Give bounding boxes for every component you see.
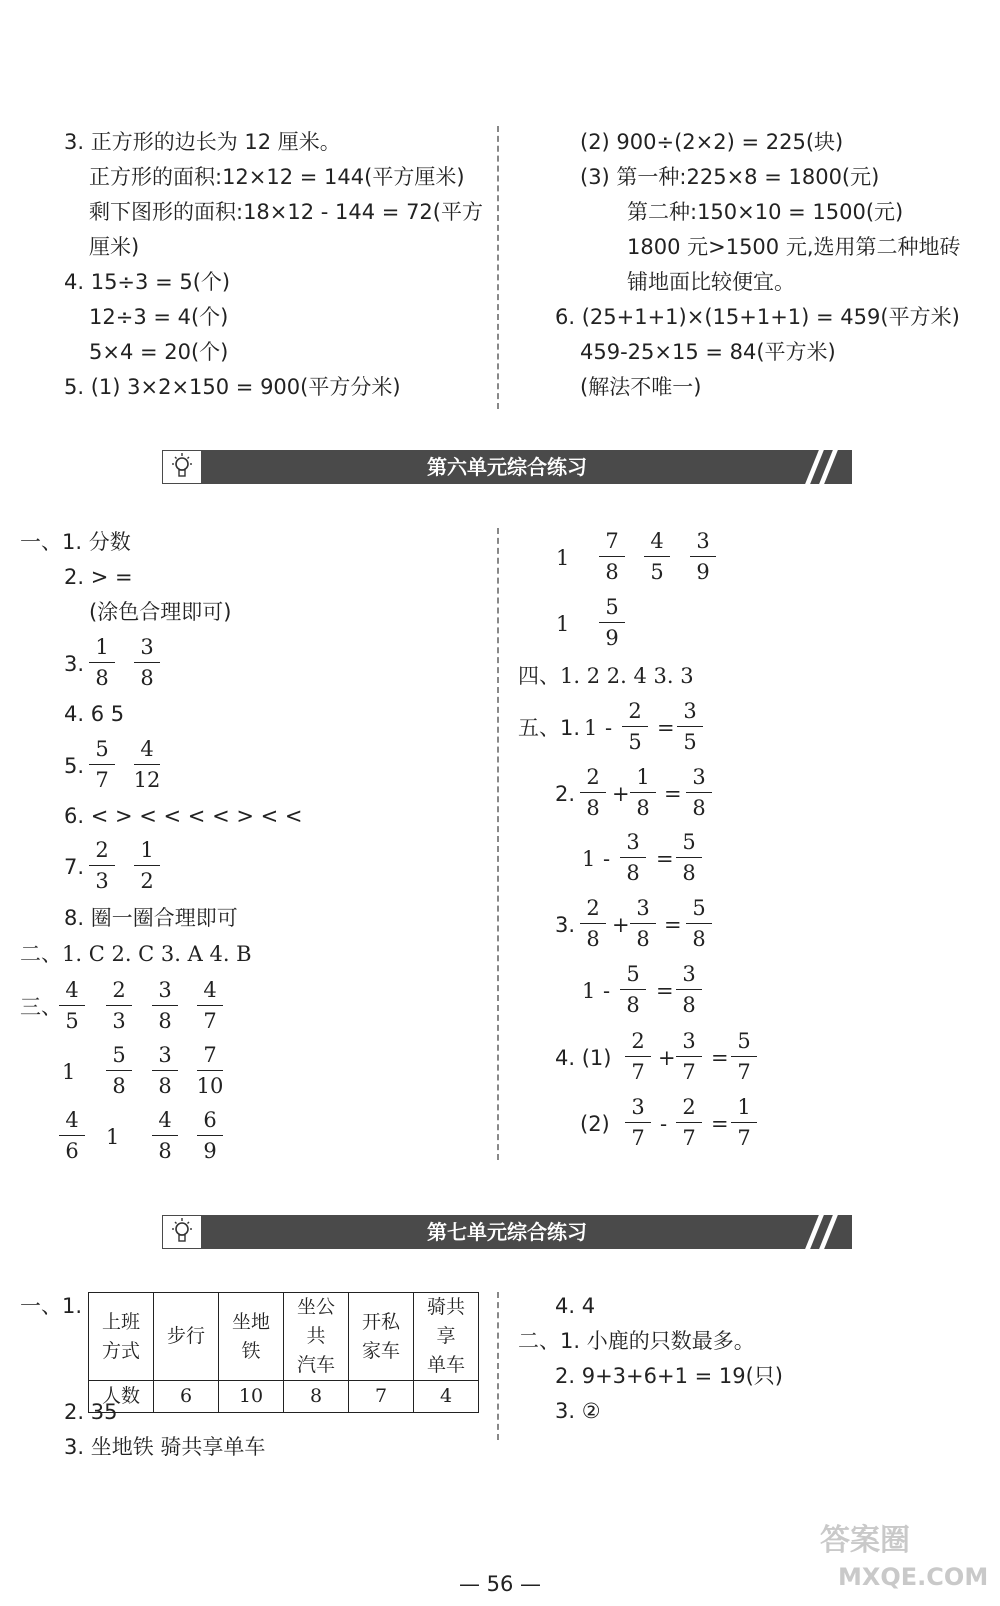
whole-one: 1: [106, 1125, 120, 1149]
fraction: 3 8: [132, 634, 162, 691]
u6-item-1-7: 7.: [64, 855, 85, 879]
u6-5-3: 3.: [555, 913, 576, 937]
fraction: 4 8: [150, 1107, 180, 1164]
table-cell: 7: [349, 1381, 414, 1413]
table-cell: 8: [284, 1381, 349, 1413]
lightbulb-icon: [162, 450, 202, 484]
watermark-url: MXQE.COM: [838, 1563, 989, 1591]
equals-sign: =: [664, 782, 682, 806]
plus-sign: +: [612, 782, 630, 806]
u7-section-2-3: 3. ②: [555, 1399, 601, 1423]
table-row-label: 人数: [89, 1381, 154, 1413]
top-left-line-6: 12÷3 = 4(个): [89, 305, 229, 329]
table-cell: 4: [414, 1381, 479, 1413]
top-left-line-8: 5. (1) 3×2×150 = 900(平方分米): [64, 375, 401, 399]
fraction: 5 9: [597, 594, 627, 651]
fraction: 2 8: [578, 764, 608, 821]
fraction: 3 7: [674, 1028, 704, 1085]
whole-one: 1: [556, 546, 570, 570]
fraction: 2 3: [104, 977, 134, 1034]
table-header-cell: 骑共享 单车: [414, 1293, 479, 1381]
u7-section-2-2: 2. 9+3+6+1 = 19(只): [555, 1364, 783, 1388]
fraction: 2 7: [623, 1028, 653, 1085]
fraction: 3 8: [674, 961, 704, 1018]
whole-one: 1: [582, 847, 596, 871]
plus-sign: +: [658, 1046, 676, 1070]
whole-one: 1: [62, 1060, 76, 1084]
fraction: 5 7: [87, 736, 117, 793]
commute-table: [88, 1292, 479, 1413]
fraction: 4 5: [57, 977, 87, 1034]
top-left-line-7: 5×4 = 20(个): [89, 340, 229, 364]
fraction: 1 8: [87, 634, 117, 691]
minus-sign: -: [603, 847, 611, 871]
u7-item-1-4: 4. 4: [555, 1294, 596, 1318]
column-divider: [497, 1292, 499, 1440]
u6-5-4-1: 4. (1): [555, 1046, 612, 1070]
u6-item-1-1: 一、1. 分数: [20, 530, 131, 554]
table-header-cell: 开私 家车: [349, 1293, 414, 1381]
top-right-line-5: 铺地面比较便宜。: [627, 270, 795, 294]
top-left-line-2: 正方形的面积:12×12 = 144(平方厘米): [89, 165, 465, 189]
equals-sign: =: [664, 913, 682, 937]
page-number: — 56 —: [458, 1572, 542, 1596]
column-divider: [497, 126, 499, 409]
u7-section-2-1: 二、1. 小鹿的只数最多。: [518, 1329, 755, 1353]
top-right-line-8: (解法不唯一): [580, 375, 702, 399]
fraction: 2 8: [578, 895, 608, 952]
table-header-cell: 坐公共 汽车: [284, 1293, 349, 1381]
u6-section-5: 五、1.: [518, 716, 581, 740]
u6-5-4-2: (2): [580, 1112, 610, 1136]
table-cell: 10: [219, 1381, 284, 1413]
u7-item-1-1: 一、1.: [20, 1294, 83, 1318]
table-cell: 6: [154, 1381, 219, 1413]
u6-item-1-2-note: (涂色合理即可): [89, 600, 232, 624]
top-right-line-3: 第二种:150×10 = 1500(元): [627, 200, 904, 224]
watermark-logo: 答案圈: [820, 1523, 910, 1558]
fraction: 1 2: [132, 837, 162, 894]
u6-section-2: 二、1. C 2. C 3. A 4. B: [20, 942, 252, 966]
u7-item-1-3: 3. 坐地铁 骑共享单车: [64, 1435, 266, 1459]
fraction: 3 8: [684, 764, 714, 821]
minus-sign: -: [605, 716, 613, 740]
fraction: 1 7: [729, 1094, 759, 1151]
u6-item-1-2: 2. > =: [64, 565, 133, 589]
fraction: 4 6: [57, 1107, 87, 1164]
whole-one: 1: [556, 612, 570, 636]
minus-sign: -: [660, 1112, 668, 1136]
unit6-title: 第六单元综合练习: [427, 455, 587, 479]
top-right-line-6: 6. (25+1+1)×(15+1+1) = 459(平方米): [555, 305, 960, 329]
top-right-line-2: (3) 第一种:225×8 = 1800(元): [580, 165, 880, 189]
equals-sign: =: [656, 979, 674, 1003]
fraction: 4 7: [195, 977, 225, 1034]
fraction: 5 8: [618, 961, 648, 1018]
fraction: 3 8: [150, 1042, 180, 1099]
table-header-cell: 上班 方式: [89, 1293, 154, 1381]
equals-sign: =: [657, 716, 675, 740]
fraction: 3 8: [628, 895, 658, 952]
u6-item-1-5: 5.: [64, 754, 85, 778]
top-right-line-7: 459-25×15 = 84(平方米): [580, 340, 836, 364]
u6-item-1-8: 8. 圈一圈合理即可: [64, 906, 238, 930]
fraction: 5 7: [729, 1028, 759, 1085]
top-left-line-4: 厘米): [89, 235, 140, 259]
u6-item-1-3: 3.: [64, 652, 85, 676]
fraction: 6 9: [195, 1107, 225, 1164]
fraction: 5 8: [104, 1042, 134, 1099]
fraction: 7 8: [597, 528, 627, 585]
fraction: 2 5: [620, 698, 650, 755]
whole-one: 1: [582, 979, 596, 1003]
fraction: 3 5: [675, 698, 705, 755]
fraction: 4 5: [642, 528, 672, 585]
unit7-title: 第七单元综合练习: [427, 1220, 587, 1244]
top-right-line-4: 1800 元>1500 元,选用第二种地砖: [627, 235, 961, 259]
fraction: 3 9: [688, 528, 718, 585]
whole-one: 1: [584, 716, 598, 740]
fraction: 2 3: [87, 837, 117, 894]
u6-item-1-4: 4. 6 5: [64, 702, 125, 726]
fraction: 4 12: [133, 737, 161, 792]
unit7-banner: [162, 1215, 852, 1249]
equals-sign: =: [711, 1112, 729, 1136]
top-left-line-1: 3. 正方形的边长为 12 厘米。: [64, 130, 341, 154]
top-right-line-1: (2) 900÷(2×2) = 225(块): [580, 130, 844, 154]
fraction: 5 8: [684, 895, 714, 952]
u6-5-2: 2.: [555, 782, 576, 806]
u6-section-3: 三、: [20, 995, 62, 1019]
lightbulb-icon: [162, 1215, 202, 1249]
u7-item-1-2: 2. 35: [64, 1400, 118, 1424]
u6-section-4: 四、1. 2 2. 4 3. 3: [518, 664, 694, 688]
table-header-cell: 步行: [154, 1293, 219, 1381]
fraction: 2 7: [674, 1094, 704, 1151]
top-left-line-3: 剩下图形的面积:18×12 - 144 = 72(平方: [89, 200, 483, 224]
equals-sign: =: [656, 847, 674, 871]
plus-sign: +: [612, 913, 630, 937]
fraction: 7 10: [196, 1043, 224, 1098]
fraction: 3 8: [150, 977, 180, 1034]
column-divider: [497, 528, 499, 1160]
top-left-line-5: 4. 15÷3 = 5(个): [64, 270, 231, 294]
u6-item-1-6: 6. < > < < < < > < <: [64, 804, 303, 828]
fraction: 5 8: [674, 829, 704, 886]
fraction: 3 7: [623, 1094, 653, 1151]
minus-sign: -: [603, 979, 611, 1003]
fraction: 3 8: [618, 829, 648, 886]
equals-sign: =: [711, 1046, 729, 1070]
fraction: 1 8: [628, 764, 658, 821]
unit6-banner: [162, 450, 852, 484]
table-header-cell: 坐地铁: [219, 1293, 284, 1381]
